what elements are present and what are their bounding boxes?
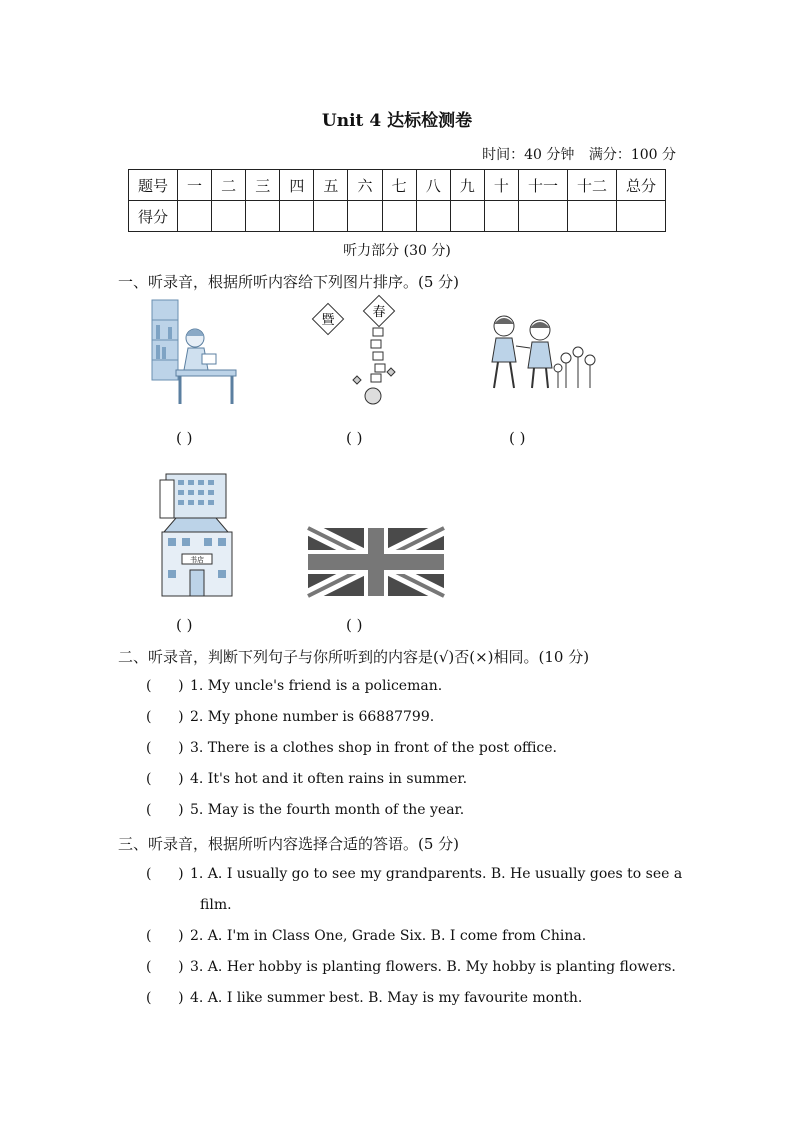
col-7: 七 xyxy=(382,170,416,201)
col-5: 五 xyxy=(314,170,348,201)
score-cell[interactable] xyxy=(212,201,246,232)
item-text: 1. A. I usually go to see my grandparents. B. He usually goes to see a xyxy=(190,866,683,882)
row-label: 得分 xyxy=(129,201,178,232)
score-table xyxy=(128,169,666,232)
page-title: Unit 4 达标检测卷 xyxy=(321,111,473,131)
col-1: 一 xyxy=(178,170,212,201)
item-text: 4. A. I like summer best. B. May is my favourite month. xyxy=(190,990,583,1006)
time-info xyxy=(472,144,676,164)
answer-bracket[interactable]: ( ) xyxy=(146,959,184,975)
item-text: 1. My uncle's friend is a policeman. xyxy=(190,678,443,694)
full-score: 满分：100 分 xyxy=(588,147,676,163)
col-10: 十 xyxy=(484,170,518,201)
score-cell[interactable] xyxy=(314,201,348,232)
item-text: 2. A. I'm in Class One, Grade Six. B. I come from China. xyxy=(190,928,587,944)
girls-flowers-picture xyxy=(482,312,602,394)
answer-bracket[interactable]: ( ) xyxy=(146,866,184,882)
score-cell[interactable] xyxy=(348,201,382,232)
col-4: 四 xyxy=(280,170,314,201)
col-3: 三 xyxy=(246,170,280,201)
spring-festival-picture xyxy=(313,298,413,408)
item-text-continued: film. xyxy=(200,897,232,913)
item-text: 5. May is the fourth month of the year. xyxy=(190,802,465,818)
score-table-header-row xyxy=(129,170,666,201)
section1-heading: 一、听录音，根据所听内容给下列图片排序。(5 分) xyxy=(118,273,460,291)
col-total: 总分 xyxy=(617,170,666,201)
time-limit: 时间：40 分钟 xyxy=(482,147,575,163)
item-text: 2. My phone number is 66887799. xyxy=(190,709,435,725)
answer-bracket[interactable]: ( ) xyxy=(146,990,184,1006)
uk-flag-picture xyxy=(308,528,444,596)
list-item xyxy=(146,771,467,787)
section3-heading: 三、听录音，根据所听内容选择合适的答语。(5 分) xyxy=(118,835,460,853)
answer-bracket[interactable]: ( ) xyxy=(146,928,184,944)
list-item xyxy=(146,990,582,1006)
header-label: 题号 xyxy=(129,170,178,201)
score-cell[interactable] xyxy=(178,201,212,232)
col-6: 六 xyxy=(348,170,382,201)
listening-section-title: 听力部分 (30 分) xyxy=(343,243,451,259)
col-2: 二 xyxy=(212,170,246,201)
answer-bracket[interactable]: ( ) xyxy=(146,740,184,756)
bookstore-picture xyxy=(158,472,236,598)
section2-heading: 二、听录音，判断下列句子与你所听到的内容是(√)否(×)相同。(10 分) xyxy=(118,648,590,666)
list-item xyxy=(146,802,464,818)
answer-bracket[interactable]: ( ) xyxy=(146,709,184,725)
answer-blank[interactable]: ( ) xyxy=(346,429,363,447)
score-cell[interactable] xyxy=(382,201,416,232)
score-cell[interactable] xyxy=(416,201,450,232)
score-cell[interactable] xyxy=(280,201,314,232)
score-cell[interactable] xyxy=(484,201,518,232)
girl-reading-picture xyxy=(150,300,240,408)
score-table-score-row xyxy=(129,201,666,232)
col-11: 十一 xyxy=(519,170,568,201)
list-item xyxy=(146,678,442,694)
score-cell[interactable] xyxy=(617,201,666,232)
lantern-char: 春 xyxy=(372,305,386,320)
box-char: 暨 xyxy=(321,313,335,328)
item-text: 4. It's hot and it often rains in summer. xyxy=(190,771,468,787)
answer-bracket[interactable]: ( ) xyxy=(146,771,184,787)
score-cell[interactable] xyxy=(246,201,280,232)
col-9: 九 xyxy=(450,170,484,201)
answer-blank[interactable]: ( ) xyxy=(346,616,363,634)
answer-blank[interactable]: ( ) xyxy=(509,429,526,447)
score-cell[interactable] xyxy=(568,201,617,232)
list-item xyxy=(146,928,586,944)
col-8: 八 xyxy=(416,170,450,201)
col-12: 十二 xyxy=(568,170,617,201)
answer-bracket[interactable]: ( ) xyxy=(146,802,184,818)
shop-sign-text: 书店 xyxy=(190,556,204,564)
list-item xyxy=(146,740,557,756)
list-item xyxy=(146,866,682,882)
score-cell[interactable] xyxy=(450,201,484,232)
answer-blank[interactable]: ( ) xyxy=(176,429,193,447)
answer-bracket[interactable]: ( ) xyxy=(146,678,184,694)
list-item xyxy=(146,709,434,725)
answer-blank[interactable]: ( ) xyxy=(176,616,193,634)
item-text: 3. A. Her hobby is planting flowers. B. My hobby is planting flowers. xyxy=(190,959,676,975)
list-item xyxy=(146,959,676,975)
score-cell[interactable] xyxy=(519,201,568,232)
item-text: 3. There is a clothes shop in front of the post office. xyxy=(190,740,557,756)
